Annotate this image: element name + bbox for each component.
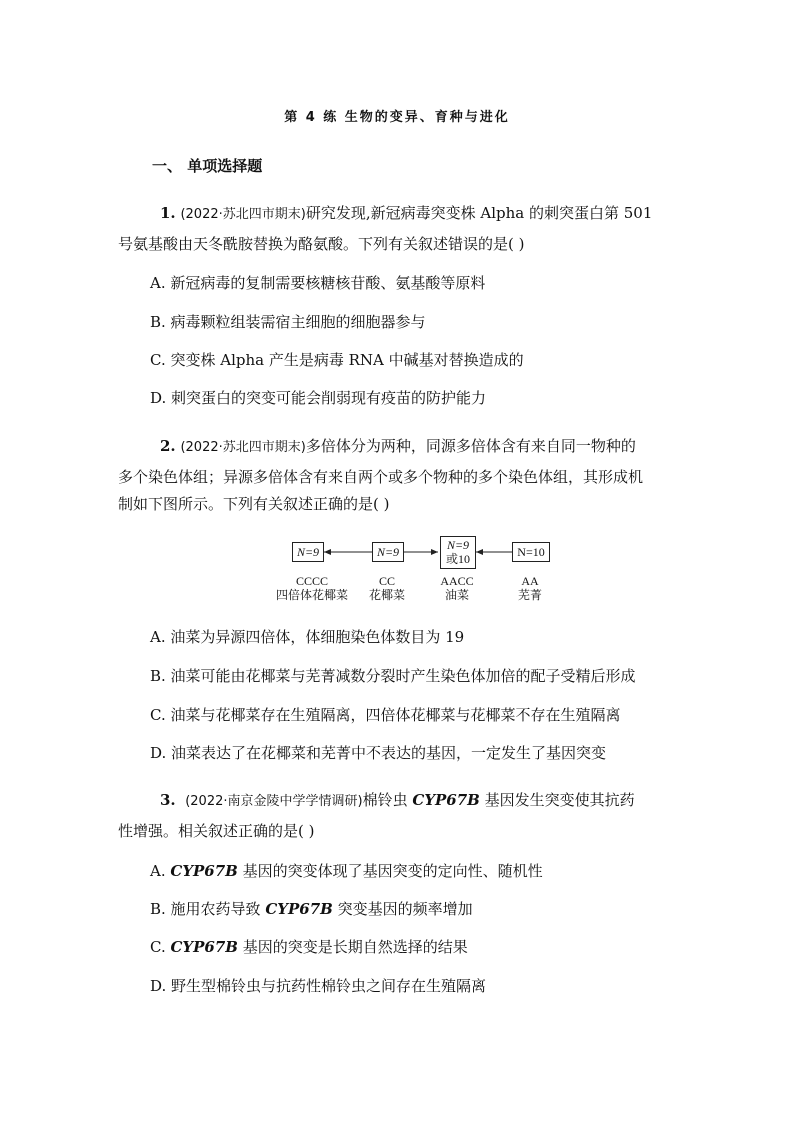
box-aa-chromosome-count: N=10 — [512, 542, 550, 562]
question-text: 研究发现,新冠病毒突变株 Alpha 的刺突蛋白第 501 — [305, 204, 653, 222]
question-2-option-a[interactable]: A. 油菜为异源四倍体，体细胞染色体数目为 19 — [150, 628, 465, 646]
question-1-option-b[interactable]: B. 病毒颗粒组装需宿主细胞的细胞器参与 — [150, 313, 426, 331]
question-source: (2022·苏北四市期末) — [180, 207, 306, 222]
question-3-option-c[interactable]: C. CYP67B 基因的突变是长期自然选择的结果 — [150, 938, 468, 956]
question-1-option-d[interactable]: D. 刺突蛋白的突变可能会削弱现有疫苗的防护能力 — [150, 389, 487, 407]
polyploid-formation-diagram — [270, 534, 570, 614]
question-2-option-c[interactable]: C. 油菜与花椰菜存在生殖隔离，四倍体花椰菜与花椰菜不存在生殖隔离 — [150, 706, 621, 724]
label-cauliflower: CC 花椰菜 — [368, 574, 405, 602]
question-3-stem-line-2: 性增强。相关叙述正确的是( ) — [118, 822, 315, 840]
question-2-option-b[interactable]: B. 油菜可能由花椰菜与芜菁减数分裂时产生染色体加倍的配子受精后形成 — [150, 667, 636, 685]
question-number: 1. — [160, 204, 176, 222]
label-rapeseed: AACC 油菜 — [440, 574, 474, 602]
question-3-option-d[interactable]: D. 野生型棉铃虫与抗药性棉铃虫之间存在生殖隔离 — [150, 977, 487, 995]
question-2-stem-line-2: 多个染色体组；异源多倍体含有来自两个或多个物种的多个染色体组，其形成机 — [118, 468, 644, 486]
question-2-option-d[interactable]: D. 油菜表达了在花椰菜和芜菁中不表达的基因，一定发生了基因突变 — [150, 744, 607, 762]
box-cc-chromosome-count: N=9 — [372, 542, 404, 562]
question-text: 基因发生突变使其抗药 — [479, 791, 635, 809]
page-title: 第 4 练 生物的变异、育种与进化 — [284, 110, 510, 125]
question-number: 2. — [160, 437, 176, 455]
question-source: (2022·南京金陵中学学情调研) — [185, 794, 363, 809]
box-aacc-chromosome-count: N=9 或10 — [440, 536, 476, 569]
question-text: 多倍体分为两种，同源多倍体含有来自同一物种的 — [305, 437, 636, 455]
question-text: 棉铃虫 — [362, 791, 413, 809]
box-cccc-chromosome-count: N=9 — [292, 542, 324, 562]
question-1-stem-line-1 — [160, 203, 652, 225]
label-tetraploid-cauliflower: CCCC 四倍体花椰菜 — [275, 574, 348, 602]
question-1-stem-line-2: 号氨基酸由天冬酰胺替换为酪氨酸。下列有关叙述错误的是( ) — [118, 235, 525, 253]
question-1-option-c[interactable]: C. 突变株 Alpha 产生是病毒 RNA 中碱基对替换造成的 — [150, 351, 524, 369]
question-source: (2022·苏北四市期末) — [180, 440, 306, 455]
question-3-option-a[interactable]: A. CYP67B 基因的突变体现了基因突变的定向性、随机性 — [150, 862, 543, 880]
label-turnip: AA 芜菁 — [517, 574, 542, 602]
question-3-stem-line-1 — [160, 790, 635, 812]
section-heading: 一、 单项选择题 — [152, 157, 263, 175]
question-1-option-a[interactable]: A. 新冠病毒的复制需要核糖核苷酸、氨基酸等原料 — [150, 274, 486, 292]
question-2-stem-line-3: 制如下图所示。下列有关叙述正确的是( ) — [118, 495, 390, 513]
question-number: 3. — [160, 791, 176, 809]
gene-name: CYP67B — [412, 791, 480, 809]
question-3-option-b[interactable]: B. 施用农药导致 CYP67B 突变基因的频率增加 — [150, 900, 473, 918]
question-2-stem-line-1 — [160, 436, 636, 458]
